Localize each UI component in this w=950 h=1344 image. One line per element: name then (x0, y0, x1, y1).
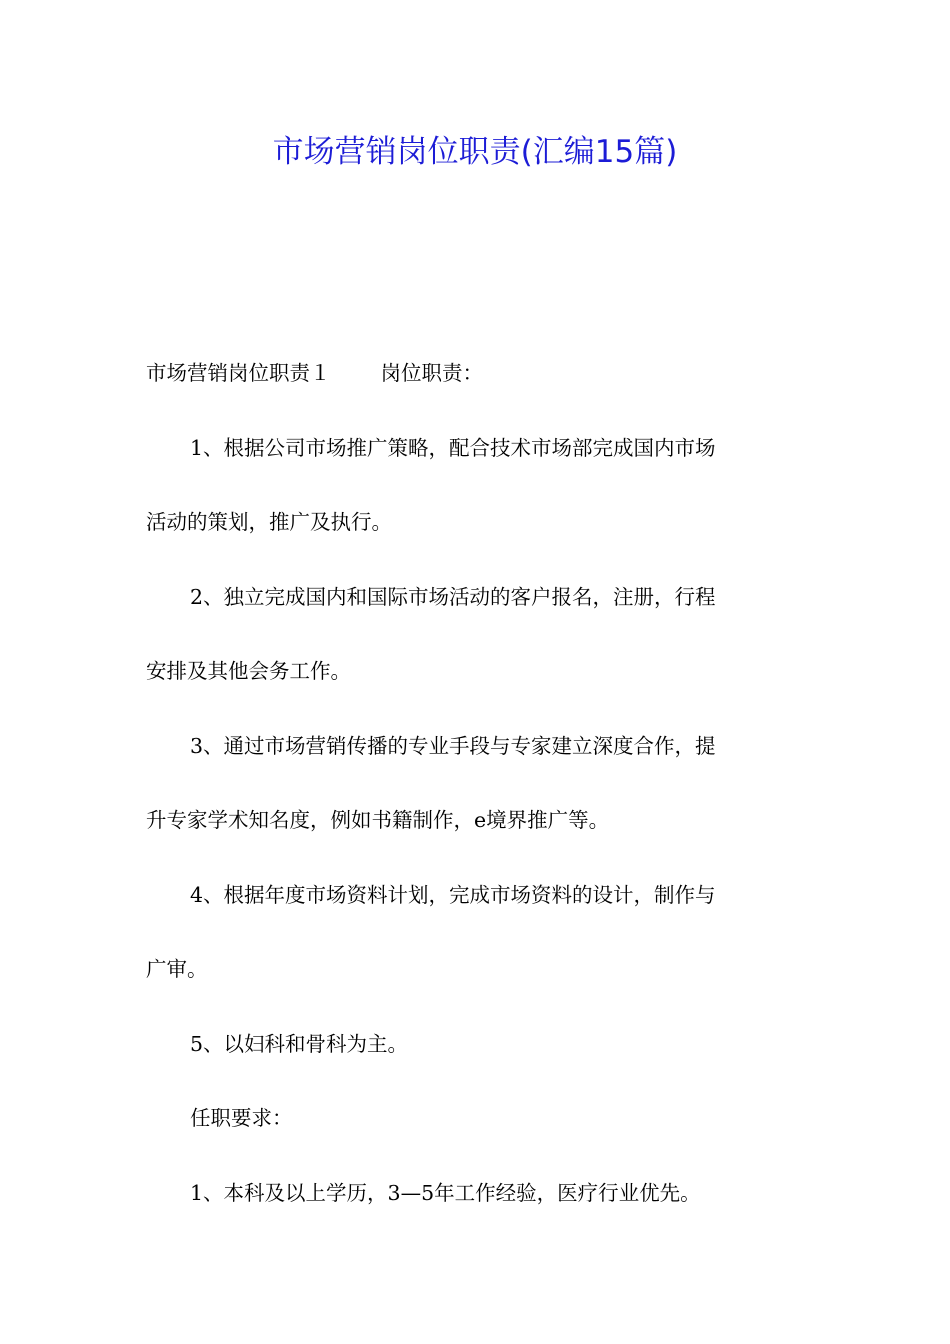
document-title: 市场营销岗位职责(汇编15篇) (272, 134, 678, 170)
section-heading: 市场营销岗位职责１ (146, 361, 331, 385)
paragraph-line: 1、本科及以上学历，3—5年工作经验，医疗行业优先。 (190, 1180, 701, 1205)
section-heading-line (146, 336, 811, 411)
paragraph-line: 广审。 (146, 957, 208, 981)
paragraph-line: 升专家学术知名度，例如书籍制作，e境界推广等。 (146, 808, 610, 832)
paragraph-line: 4、根据年度市场资料计划，完成市场资料的设计，制作与 (190, 882, 716, 907)
requirements-heading: 任职要求： (190, 1106, 293, 1130)
paragraph-line: 1、根据公司市场推广策略，配合技术市场部完成国内市场 (190, 435, 716, 460)
paragraph-line: 3、通过市场营销传播的专业手段与专家建立深度合作，提 (190, 733, 716, 758)
paragraph-line: 安排及其他会务工作。 (146, 659, 351, 683)
subsection-heading: 岗位职责： (380, 361, 483, 385)
paragraph-line: 活动的策划，推广及执行。 (146, 510, 392, 534)
document-body (146, 336, 811, 1230)
paragraph-line: 5、以妇科和骨科为主。 (190, 1031, 409, 1056)
paragraph-line: 2、独立完成国内和国际市场活动的客户报名，注册，行程 (190, 584, 716, 609)
